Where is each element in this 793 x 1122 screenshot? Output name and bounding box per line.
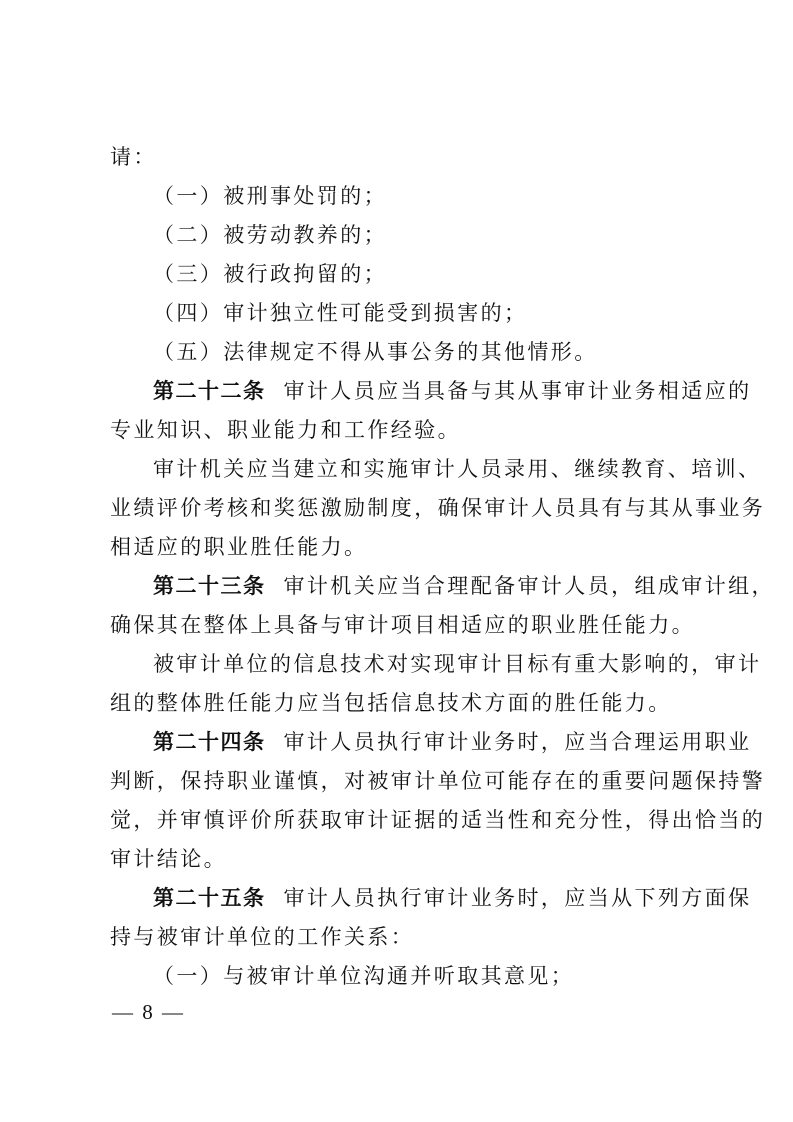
list-item: （四）审计独立性可能受到损害的； xyxy=(153,301,528,325)
text-line: 审计机关应当建立和实施审计人员录用、继续教育、培训、 xyxy=(153,457,762,481)
list-item: （五）法律规定不得从事公务的其他情形。 xyxy=(153,340,598,364)
article-22-first-line xyxy=(0,373,793,409)
text-line: 确保其在整体上具备与审计项目相适应的职业胜任能力。 xyxy=(110,613,695,637)
article-24-first-line xyxy=(0,724,793,760)
article-text: 审计人员执行审计业务时，应当从下列方面保 xyxy=(283,886,752,910)
list-item: （三）被行政拘留的； xyxy=(153,262,387,286)
text-line: 被审计单位的信息技术对实现审计目标有重大影响的，审计 xyxy=(153,652,762,676)
text-line: 审计结论。 xyxy=(110,847,227,871)
text-line: 业绩评价考核和奖惩激励制度，确保审计人员具有与其从事业务 xyxy=(110,496,766,520)
article-text: 审计机关应当合理配备审计人员，组成审计组， xyxy=(283,574,775,598)
text-line: 组的整体胜任能力应当包括信息技术方面的胜任能力。 xyxy=(110,691,672,715)
list-item: （一）与被审计单位沟通并听取其意见； xyxy=(153,964,575,988)
text-line: 专业知识、职业能力和工作经验。 xyxy=(110,418,461,442)
page-number: — 8 — xyxy=(112,1000,185,1024)
list-item: （一）被刑事处罚的； xyxy=(153,184,387,208)
article-heading: 第二十五条 xyxy=(153,886,266,910)
article-heading: 第二十四条 xyxy=(153,730,266,754)
article-25-first-line xyxy=(0,880,793,916)
text-line: 请： xyxy=(110,145,157,169)
article-heading: 第二十三条 xyxy=(153,574,266,598)
article-text: 审计人员应当具备与其从事审计业务相适应的 xyxy=(283,379,752,403)
article-text: 审计人员执行审计业务时，应当合理运用职业 xyxy=(283,730,752,754)
text-line: 判断，保持职业谨慎，对被审计单位可能存在的重要问题保持警 xyxy=(110,769,766,793)
list-item: （二）被劳动教养的； xyxy=(153,223,387,247)
text-line: 相适应的职业胜任能力。 xyxy=(110,535,368,559)
text-line: 觉，并审慎评价所获取审计证据的适当性和充分性，得出恰当的 xyxy=(110,808,766,832)
article-heading: 第二十二条 xyxy=(153,379,266,403)
text-line: 持与被审计单位的工作关系： xyxy=(110,925,415,949)
article-23-first-line xyxy=(0,568,793,604)
